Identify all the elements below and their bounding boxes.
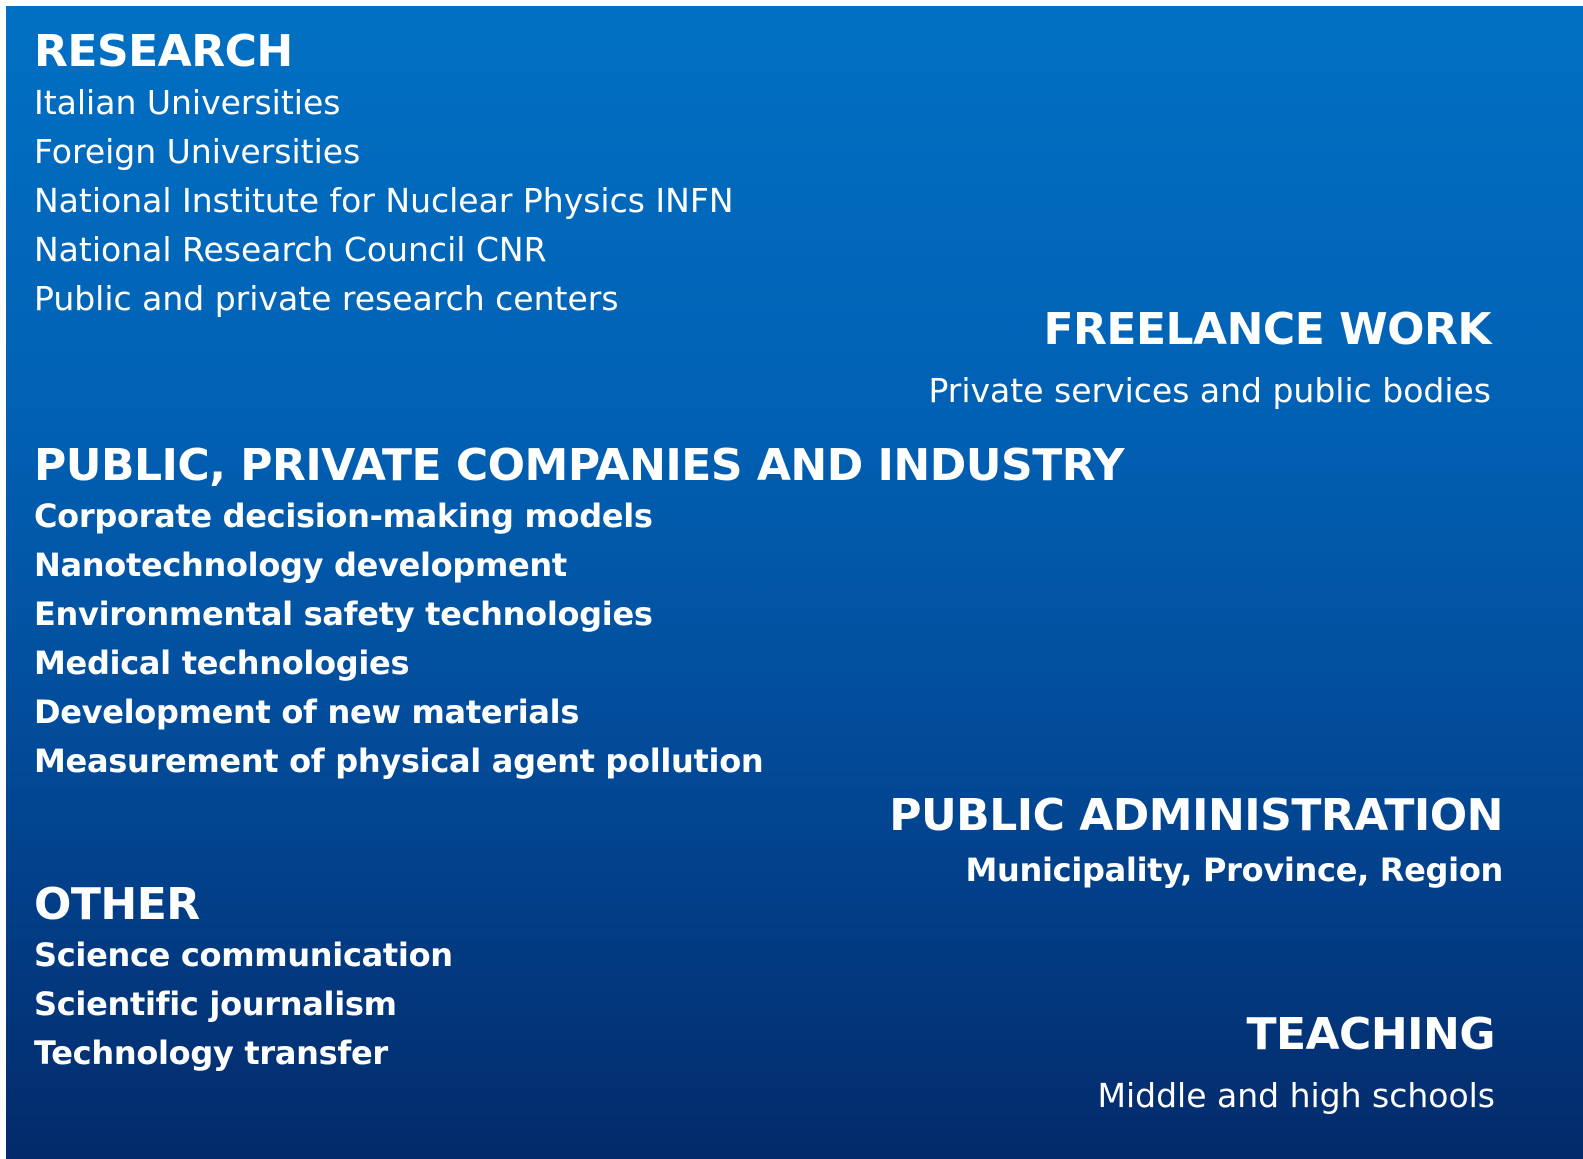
- freelance-item: Private services and public bodies: [928, 371, 1491, 410]
- public-admin-heading: PUBLIC ADMINISTRATION: [889, 790, 1503, 841]
- research-section: [34, 26, 734, 323]
- public-admin-item: Municipality, Province, Region: [965, 851, 1503, 889]
- research-item: National Institute for Nuclear Physics INFN: [34, 181, 734, 220]
- career-slide: [6, 6, 1583, 1159]
- other-item: Science communication: [34, 936, 453, 974]
- industry-item: Development of new materials: [34, 693, 580, 731]
- other-section: [34, 879, 453, 1078]
- research-item: Italian Universities: [34, 83, 341, 122]
- research-heading: RESEARCH: [34, 26, 293, 77]
- teaching-heading: TEACHING: [1246, 1009, 1495, 1060]
- industry-item: Medical technologies: [34, 644, 410, 682]
- industry-item: Corporate decision-making models: [34, 497, 653, 535]
- public-admin-section: [889, 790, 1503, 895]
- freelance-heading: FREELANCE WORK: [1043, 304, 1491, 355]
- other-item: Technology transfer: [34, 1034, 388, 1072]
- teaching-section: [1098, 1009, 1496, 1120]
- research-item: Foreign Universities: [34, 132, 361, 171]
- other-heading: OTHER: [34, 879, 200, 930]
- industry-item: Measurement of physical agent pollution: [34, 742, 764, 780]
- industry-item: Environmental safety technologies: [34, 595, 653, 633]
- industry-heading: PUBLIC, PRIVATE COMPANIES AND INDUSTRY: [34, 440, 1125, 491]
- teaching-item: Middle and high schools: [1097, 1076, 1495, 1115]
- freelance-section: [928, 304, 1491, 415]
- industry-item: Nanotechnology development: [34, 546, 567, 584]
- research-item: National Research Council CNR: [34, 230, 547, 269]
- research-item: Public and private research centers: [34, 279, 619, 318]
- industry-section: [34, 440, 1124, 786]
- other-item: Scientific journalism: [34, 985, 397, 1023]
